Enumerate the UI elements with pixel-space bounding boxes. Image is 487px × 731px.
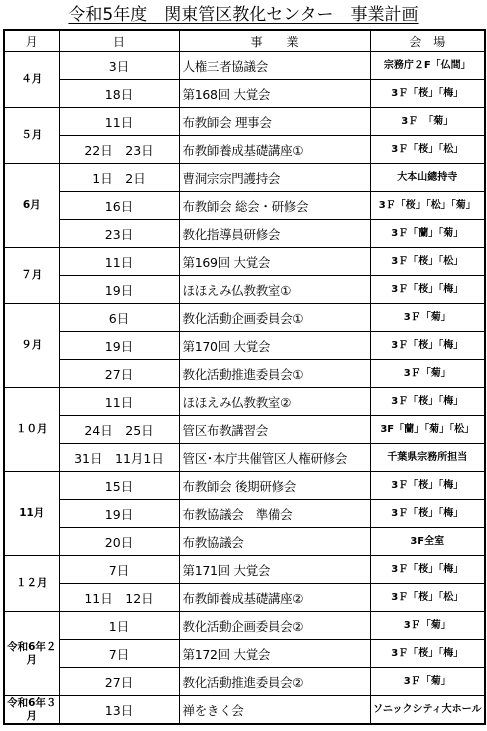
month-cell: １０月 (4, 388, 59, 472)
table-row (4, 444, 485, 472)
event-cell: 布教協議会 (179, 528, 370, 556)
event-cell: 布教師養成基礎講座① (179, 136, 370, 164)
event-cell: 教化活動企画委員会① (179, 304, 370, 332)
day-cell: 23日 (59, 220, 179, 248)
venue-cell: 3Ｆ「菊」 (370, 612, 485, 640)
month-cell: ７月 (4, 248, 59, 304)
day-cell: 1日 (59, 612, 179, 640)
day-cell: 6日 (59, 304, 179, 332)
table-row (4, 500, 485, 528)
venue-cell: 大本山總持寺 (370, 164, 485, 192)
table-row (4, 612, 485, 640)
day-cell: 7日 (59, 640, 179, 668)
header-row (4, 30, 485, 52)
day-cell: 7日 (59, 556, 179, 584)
venue-cell: 3Ｆ「菊」 (370, 304, 485, 332)
table-row (4, 696, 485, 725)
table-row (4, 164, 485, 192)
event-cell: 禅をきく会 (179, 696, 370, 725)
table-row (4, 52, 485, 80)
day-cell: 13日 (59, 696, 179, 725)
venue-cell: 3Ｆ「蘭」「菊」 (370, 220, 485, 248)
day-cell: 11日 (59, 388, 179, 416)
day-cell: 18日 (59, 80, 179, 108)
day-cell: 15日 (59, 472, 179, 500)
page-title: 令和5年度 関東管区教化センター 事業計画 (68, 5, 419, 25)
venue-cell: 3Ｆ「菊」 (370, 668, 485, 696)
month-cell: ５月 (4, 108, 59, 164)
header-event: 事 業 (179, 30, 370, 52)
venue-cell: 3Ｆ「桜」「松」 (370, 136, 485, 164)
day-cell: 11日 12日 (59, 584, 179, 612)
event-cell: 教化活動推進委員会② (179, 668, 370, 696)
venue-cell: 3F「蘭」「菊」「松」 (370, 416, 485, 444)
venue-cell: 3Ｆ「桜」「梅」 (370, 276, 485, 304)
venue-cell: 3Ｆ「桜」「松」「菊」 (370, 192, 485, 220)
event-cell: 教化指導員研修会 (179, 220, 370, 248)
day-cell: 16日 (59, 192, 179, 220)
event-cell: 第169回 大覚会 (179, 248, 370, 276)
day-cell: 27日 (59, 360, 179, 388)
event-cell: 第172回 大覚会 (179, 640, 370, 668)
table-row (4, 192, 485, 220)
event-cell: 布教師会 総会・研修会 (179, 192, 370, 220)
day-cell: 20日 (59, 528, 179, 556)
venue-cell: 3Ｆ「桜」「梅」 (370, 640, 485, 668)
table-row (4, 276, 485, 304)
header-venue: 会 場 (370, 30, 485, 52)
table-row (4, 528, 485, 556)
table-row (4, 472, 485, 500)
day-cell: 11日 (59, 108, 179, 136)
event-cell: 布教師会 後期研修会 (179, 472, 370, 500)
venue-cell: 3Ｆ「桜」「梅」 (370, 80, 485, 108)
table-row (4, 416, 485, 444)
venue-cell: ソニックシティ大ホール (370, 696, 485, 725)
venue-cell: 千葉県宗務所担当 (370, 444, 485, 472)
day-cell: 19日 (59, 332, 179, 360)
venue-cell: 3Ｆ「桜」「梅」 (370, 556, 485, 584)
table-row (4, 248, 485, 276)
table-row (4, 220, 485, 248)
venue-cell: 宗務庁２F「仏間」 (370, 52, 485, 80)
event-cell: 教化活動推進委員会① (179, 360, 370, 388)
header-month: 月 (4, 30, 59, 52)
venue-cell: 3F全室 (370, 528, 485, 556)
table-row (4, 640, 485, 668)
day-cell: 22日 23日 (59, 136, 179, 164)
day-cell: 27日 (59, 668, 179, 696)
table-row (4, 136, 485, 164)
event-cell: 曹洞宗宗門護持会 (179, 164, 370, 192)
venue-cell: 3Ｆ「桜」「梅」 (370, 388, 485, 416)
day-cell: 24日 25日 (59, 416, 179, 444)
event-cell: 第171回 大覚会 (179, 556, 370, 584)
venue-cell: 3Ｆ「菊」 (370, 360, 485, 388)
header-day: 日 (59, 30, 179, 52)
table-row (4, 80, 485, 108)
event-cell: 第168回 大覚会 (179, 80, 370, 108)
venue-cell: 3Ｆ「桜」「梅」 (370, 500, 485, 528)
table-row (4, 108, 485, 136)
event-cell: 布教師養成基礎講座② (179, 584, 370, 612)
day-cell: 19日 (59, 276, 179, 304)
event-cell: ほほえみ仏教教室② (179, 388, 370, 416)
event-cell: 布教師会 理事会 (179, 108, 370, 136)
table-row (4, 668, 485, 696)
venue-cell: 3Ｆ「桜」「梅」 (370, 472, 485, 500)
event-cell: 人権三者協議会 (179, 52, 370, 80)
venue-cell: 3Ｆ 「菊」 (370, 108, 485, 136)
venue-cell: 3Ｆ「桜」「梅」 (370, 332, 485, 360)
table-row (4, 332, 485, 360)
month-cell: ９月 (4, 304, 59, 388)
month-cell: １２月 (4, 556, 59, 612)
table-row (4, 584, 485, 612)
day-cell: 19日 (59, 500, 179, 528)
month-cell: 6月 (4, 164, 59, 248)
event-cell: 布教協議会 準備会 (179, 500, 370, 528)
event-cell: 管区･本庁共催管区人権研修会 (179, 444, 370, 472)
schedule-table (3, 29, 486, 725)
event-cell: 教化活動企画委員会② (179, 612, 370, 640)
event-cell: 管区布教講習会 (179, 416, 370, 444)
venue-cell: 3Ｆ「桜」「松」 (370, 584, 485, 612)
month-cell: 令和6年３月 (4, 696, 59, 725)
month-cell: ４月 (4, 52, 59, 108)
table-row (4, 388, 485, 416)
table-row (4, 556, 485, 584)
day-cell: 3日 (59, 52, 179, 80)
event-cell: 第170回 大覚会 (179, 332, 370, 360)
day-cell: 1日 2日 (59, 164, 179, 192)
schedule-body (4, 52, 485, 725)
table-row (4, 360, 485, 388)
month-cell: 令和6年２月 (4, 612, 59, 696)
venue-cell: 3Ｆ「桜」「松」 (370, 248, 485, 276)
month-cell: 11月 (4, 472, 59, 556)
day-cell: 11日 (59, 248, 179, 276)
day-cell: 31日 11月1日 (59, 444, 179, 472)
table-row (4, 304, 485, 332)
event-cell: ほほえみ仏教教室① (179, 276, 370, 304)
